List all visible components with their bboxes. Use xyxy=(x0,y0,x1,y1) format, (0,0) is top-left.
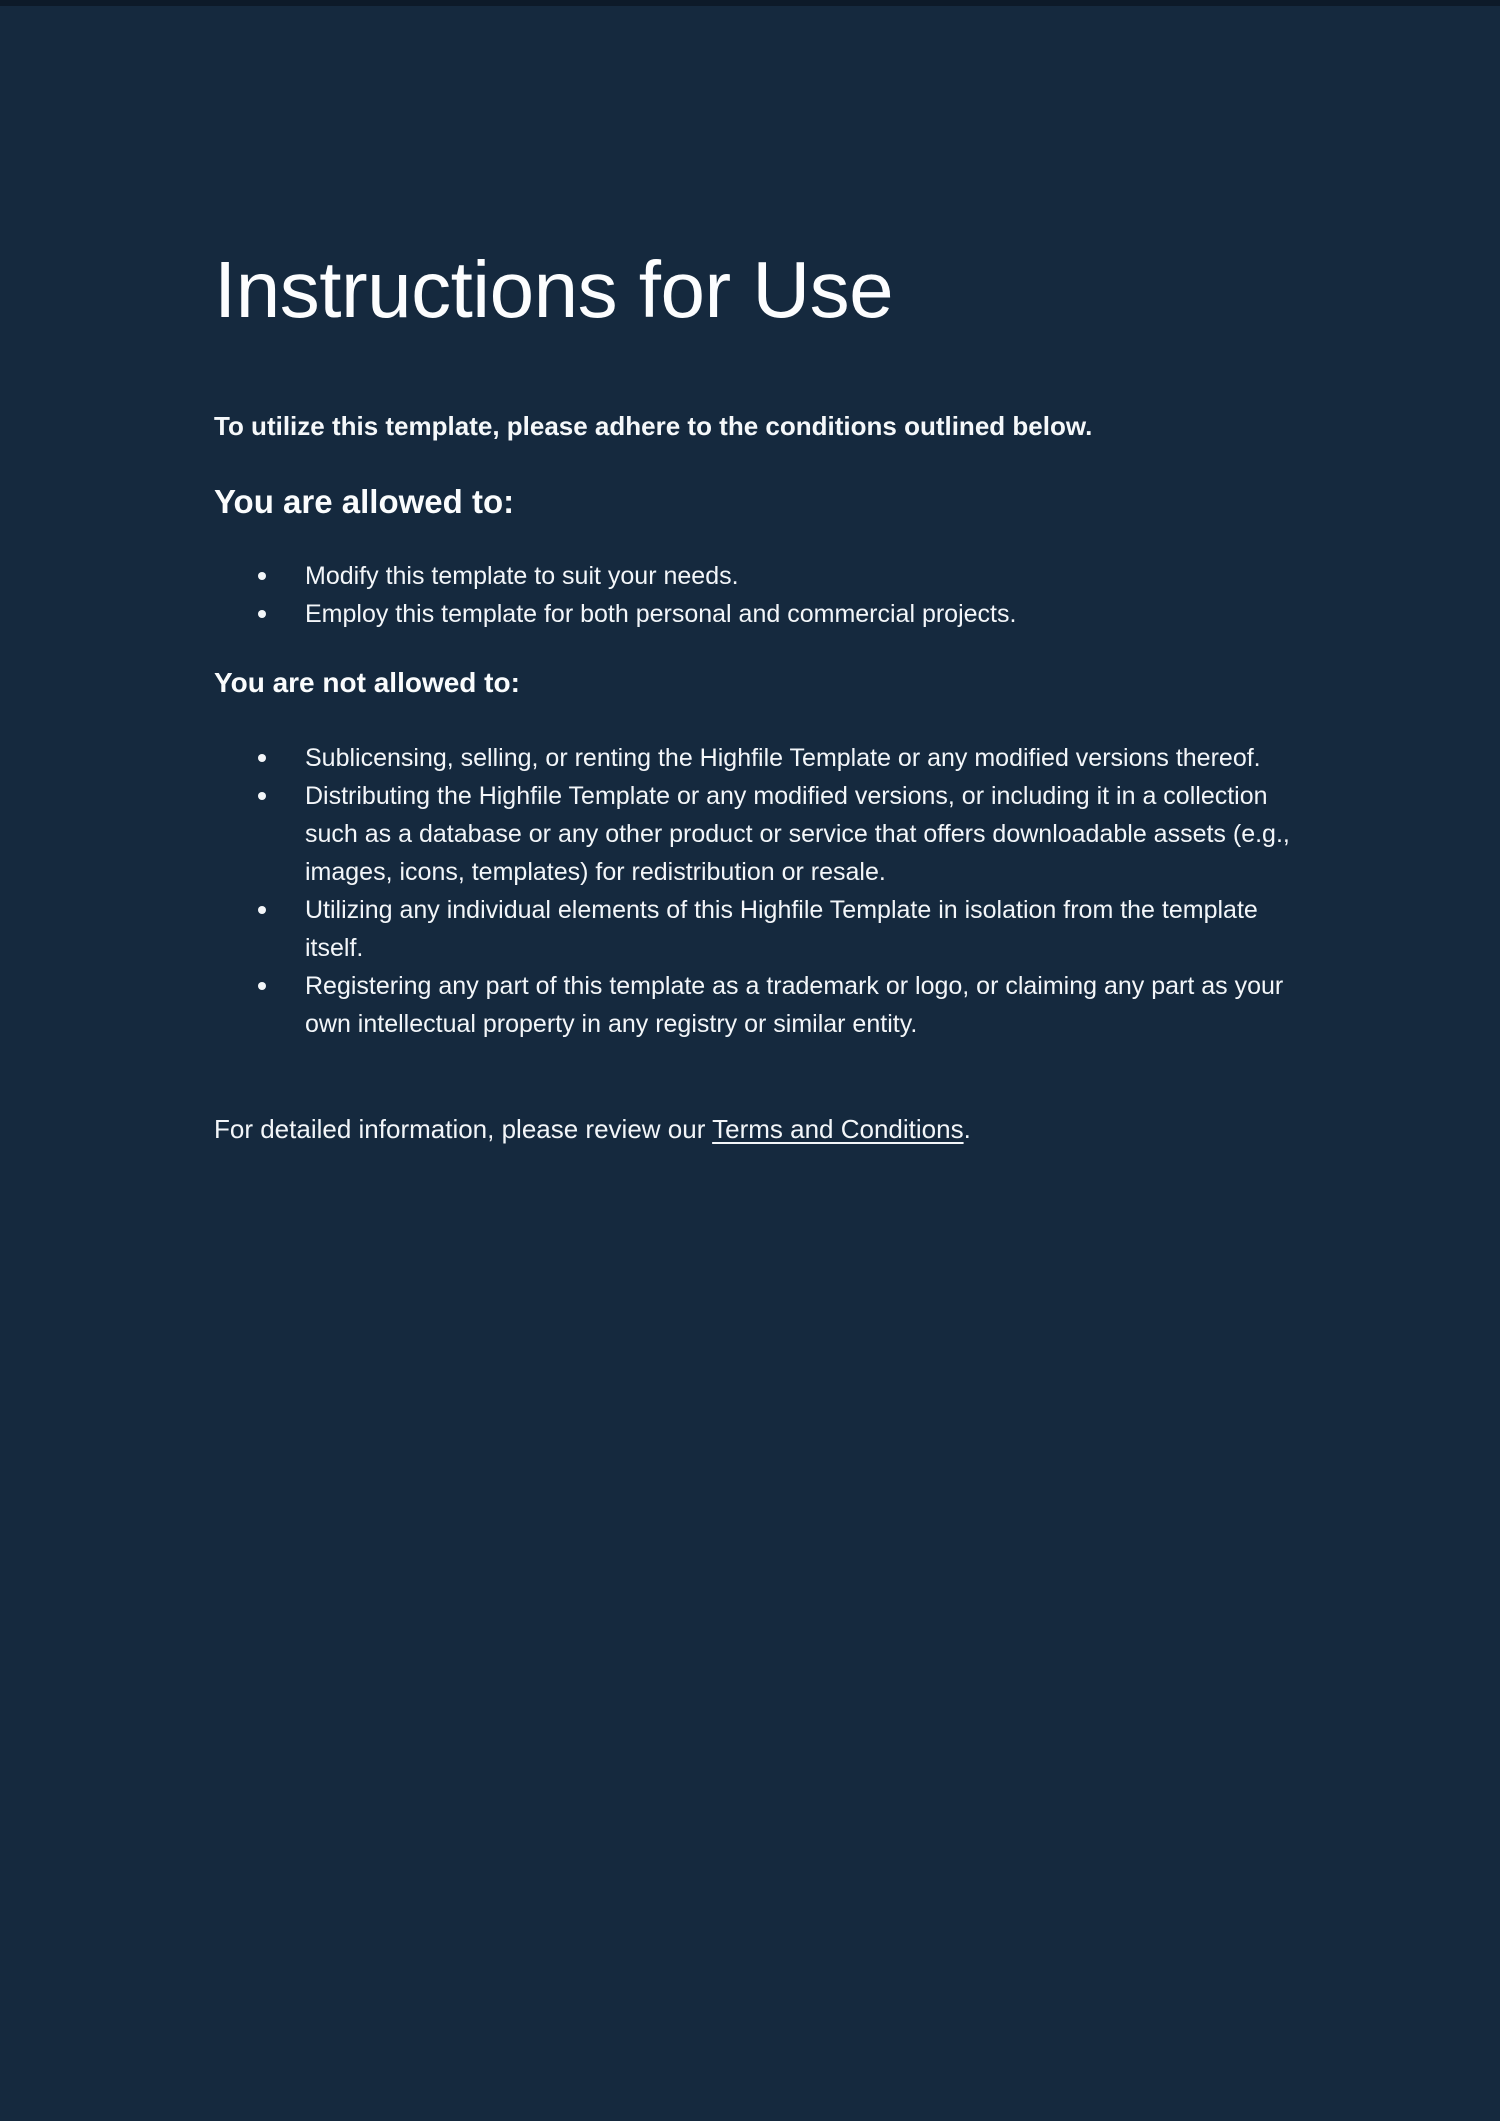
list-item-text: Utilizing any individual elements of this Highfile Template in isolation from the template itself. xyxy=(305,896,1258,962)
bullet-icon xyxy=(258,906,266,914)
bullet-icon xyxy=(258,572,266,580)
page-title: Instructions for Use xyxy=(214,245,894,334)
allowed-list xyxy=(214,557,1305,633)
list-item xyxy=(214,777,1305,891)
list-item-text: Employ this template for both personal and commercial projects. xyxy=(305,600,1017,628)
list-item xyxy=(214,739,1305,777)
intro-text: To utilize this template, please adhere to the conditions outlined below. xyxy=(214,411,1093,441)
list-item-text: Distributing the Highfile Template or any modified versions, or including it in a collection such as a database or any other product or service that offers downloadable assets (e.g., images, icons, templates) for redistribution or resale. xyxy=(305,782,1290,886)
bullet-icon xyxy=(258,982,266,990)
list-item xyxy=(214,595,1305,633)
footer-prefix: For detailed information, please review our xyxy=(214,1114,713,1144)
footer-note xyxy=(214,1111,971,1147)
bullet-icon xyxy=(258,792,266,800)
not-allowed-heading: You are not allowed to: xyxy=(214,667,520,698)
not-allowed-list xyxy=(214,739,1305,1043)
page-top-edge xyxy=(0,0,1500,6)
footer-suffix: . xyxy=(963,1114,971,1144)
bullet-icon xyxy=(258,754,266,762)
list-item xyxy=(214,967,1305,1043)
bullet-icon xyxy=(258,610,266,618)
list-item-text: Registering any part of this template as a trademark or logo, or claiming any part as your own intellectual property in any registry or similar entity. xyxy=(305,972,1284,1038)
list-item-text: Modify this template to suit your needs. xyxy=(305,562,739,590)
terms-and-conditions-link[interactable]: Terms and Conditions xyxy=(712,1114,964,1144)
list-item-text: Sublicensing, selling, or renting the Highfile Template or any modified versions thereof. xyxy=(305,744,1261,772)
list-item xyxy=(214,891,1305,967)
list-item xyxy=(214,557,1305,595)
allowed-heading: You are allowed to: xyxy=(214,483,515,520)
